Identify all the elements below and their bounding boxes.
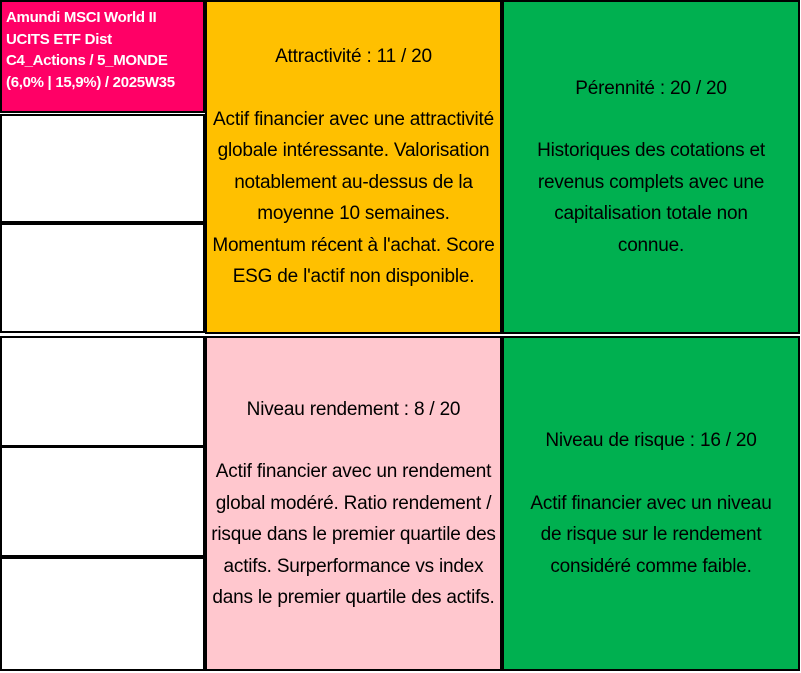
empty-cell-4: [0, 446, 205, 557]
perennite-text: Historiques des cotations et revenus complets avec une capitalisation totale non connue.: [537, 140, 765, 256]
rendement-text: Actif financier avec un rendement global modéré. Ratio rendement / risque dans le premier quartile des actifs. Surperformance vs index dans le premier quartile des actifs.: [211, 461, 496, 608]
asset-stats-week: (6,0% | 15,9%) / 2025W35: [6, 73, 175, 91]
risque-title: Niveau de risque : 16 / 20: [545, 430, 757, 451]
perennite-title: Pérennité : 20 / 20: [575, 77, 727, 99]
empty-cell-5: [0, 557, 205, 671]
rendement-title: Niveau rendement : 8 / 20: [246, 398, 461, 420]
rendement-cell: [205, 336, 502, 671]
empty-cell-2: [0, 223, 205, 333]
attractivite-title: Attractivité : 11 / 20: [275, 46, 432, 68]
empty-cell-1: [0, 114, 205, 223]
empty-cell-3: [0, 336, 205, 447]
asset-name-line2: UCITS ETF Dist: [6, 30, 112, 48]
risque-cell: [502, 336, 800, 671]
perennite-cell: [502, 0, 800, 334]
asset-name-line1: Amundi MSCI World II: [6, 9, 157, 26]
attractivite-cell: [205, 0, 502, 334]
risque-text: Actif financier avec un niveau de risque sur le rendement considéré comme faible.: [530, 492, 772, 577]
asset-header-cell: [0, 0, 205, 113]
asset-category: C4_Actions / 5_MONDE: [6, 52, 168, 69]
attractivite-text: Actif financier avec une attractivité globale intéressante. Valorisation notablement au-dessus de la moyenne 10 semaines. Momentum récent à l'achat. Score ESG de l'actif non disponible.: [212, 108, 495, 288]
